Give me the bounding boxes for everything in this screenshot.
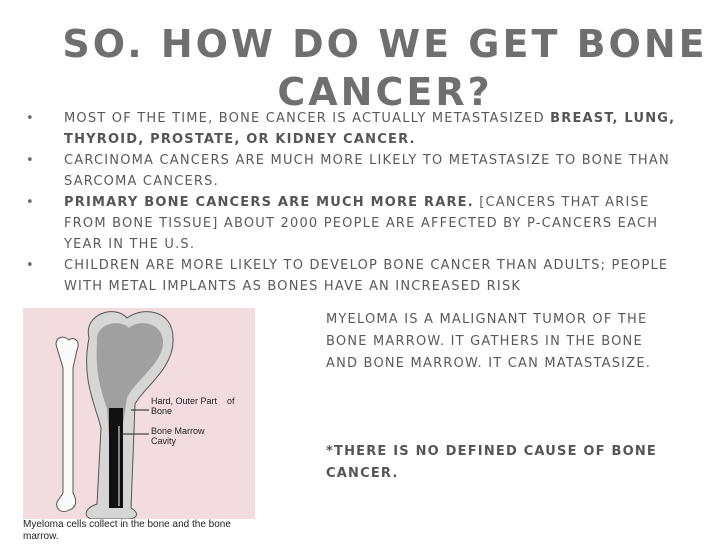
bullet-emphasis: PRIMARY BONE CANCERS ARE MUCH MORE RARE. <box>64 195 474 210</box>
bullet-item <box>26 108 686 150</box>
label-outer-3: Bone <box>151 406 173 416</box>
bone-diagram <box>23 308 255 519</box>
bullet-dot-icon: • <box>26 195 34 210</box>
myeloma-description: MYELOMA IS A MALIGNANT TUMOR OF THE BONE MARROW. IT GATHERS IN THE BONE AND BONE MARROW. IT CAN MATASTASIZE. <box>326 312 652 371</box>
figure-caption: Myeloma cells collect in the bone and the bone marrow. <box>23 519 231 542</box>
bullet-dot-icon: • <box>26 153 34 168</box>
label-outer-1: Hard, Outer Part <box>151 396 218 406</box>
bullet-text: CARCINOMA CANCERS ARE MUCH MORE LIKELY TO METASTASIZE TO BONE THAN SARCOMA CANCERS. <box>64 153 670 189</box>
bullet-dot-icon: • <box>26 111 34 126</box>
label-outer-2: of <box>227 396 235 406</box>
cause-note: *THERE IS NO DEFINED CAUSE OF BONE CANCER. <box>326 444 657 481</box>
bullet-list <box>26 108 686 297</box>
label-marrow-2: Cavity <box>151 436 177 446</box>
bullet-text: [CANCERS THAT ARISE FROM BONE TISSUE] ABOUT 2000 PEOPLE ARE AFFECTED BY P-CANCERS EACH YEAR IN THE U.S. <box>64 195 659 252</box>
bullet-text: MOST OF THE TIME, BONE CANCER IS ACTUALLY METASTASIZED <box>64 111 551 126</box>
bullet-item <box>26 150 686 192</box>
bone-illustration <box>23 308 255 546</box>
bullet-dot-icon: • <box>26 258 34 273</box>
label-marrow-1: Bone Marrow <box>151 426 205 436</box>
bullet-item <box>26 255 686 297</box>
bullet-emphasis: BREAST, LUNG, THYROID, PROSTATE, OR KIDNEY CANCER. <box>64 111 676 147</box>
slide-title: SO. HOW DO WE GET BONE CANCER? <box>62 22 708 114</box>
bullet-text: CHILDREN ARE MORE LIKELY TO DEVELOP BONE CANCER THAN ADULTS; PEOPLE WITH METAL IMPLANTS AS BONES HAVE AN INCREASED RISK <box>64 258 669 294</box>
bullet-item <box>26 192 686 255</box>
marrow-cavity <box>109 408 123 508</box>
